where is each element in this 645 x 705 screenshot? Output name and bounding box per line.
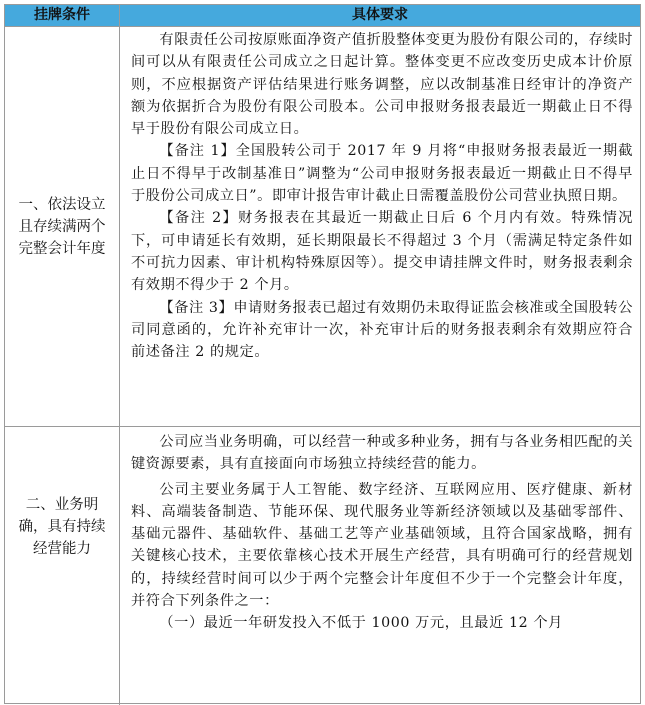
header-requirements: 具体要求 xyxy=(352,7,408,23)
table-header xyxy=(5,5,640,27)
row-1-content xyxy=(131,29,633,363)
row-1-label: 一、依法设立且存续满两个完整会计年度 xyxy=(18,196,106,257)
row-2-paragraph-2: 公司主要业务属于人工智能、数字经济、互联网应用、医疗健康、新材料、高端装备制造、节能环保、现代服务业等新经济领域以及基础零部件、基础元器件、基础软件、基础工艺等产业基础领域，且符合国家战略，拥有关键核心技术，主要依靠核心技术开展生产经营，具有明确可行的经营规划的，持续经营时间可以少于两个完整会计年度但不少于一个完整会计年度，并符合下列条件之一： xyxy=(131,481,633,610)
row-1-note-1: 【备注 1】全国股转公司于 2017 年 9 月将“申报财务报表最近一期截止日不得早于改制基准日”调整为“公司申报财务报表最近一期截止日不得早于股份公司成立日”。即审计报告审计截止日需覆盖股份公司营业执照日期。 xyxy=(131,143,633,205)
header-condition: 挂牌条件 xyxy=(34,7,90,23)
row-2-label: 二、业务明确，具有持续经营能力 xyxy=(18,497,106,557)
row-2-content xyxy=(131,431,633,635)
row-1-note-3: 【备注 3】申请财务报表已超过有效期仍未取得证监会核准或全国股转公司同意函的，允许补充审计一次，补充审计后的财务报表剩余有效期应符合前述备注 2 的规定。 xyxy=(131,299,633,361)
column-divider xyxy=(119,5,120,705)
row-1-note-2: 【备注 2】财务报表在其最近一期截止日后 6 个月内有效。特殊情况下，可申请延长有效期，延长期限最长不得超过 3 个月（需满足特定条件如不可抗力因素、审计机构特殊原因等）。提交申请挂牌文件时，财务报表剩余有效期不得少于 2 个月。 xyxy=(131,210,633,294)
row-1-paragraph: 有限责任公司按原账面净资产值折股整体变更为股份有限公司的，存续时间可以从有限责任公司成立之日起计算。整体变更不应改变历史成本计价原则，不应根据资产评估结果进行账务调整，应以改制基准日经审计的净资产额为依据折合为股份有限公司股本。公司申报财务报表最近一期截止日不得早于股份有限公司成立日。 xyxy=(131,32,633,138)
requirements-table xyxy=(4,4,641,704)
row-2-paragraph-1: 公司应当业务明确，可以经营一种或多种业务，拥有与各业务相匹配的关键资源要素，具有直接面向市场独立持续经营的能力。 xyxy=(131,434,633,473)
row-2-condition-1: （一）最近一年研发投入不低于 1000 万元，且最近 12 个月 xyxy=(159,615,563,632)
